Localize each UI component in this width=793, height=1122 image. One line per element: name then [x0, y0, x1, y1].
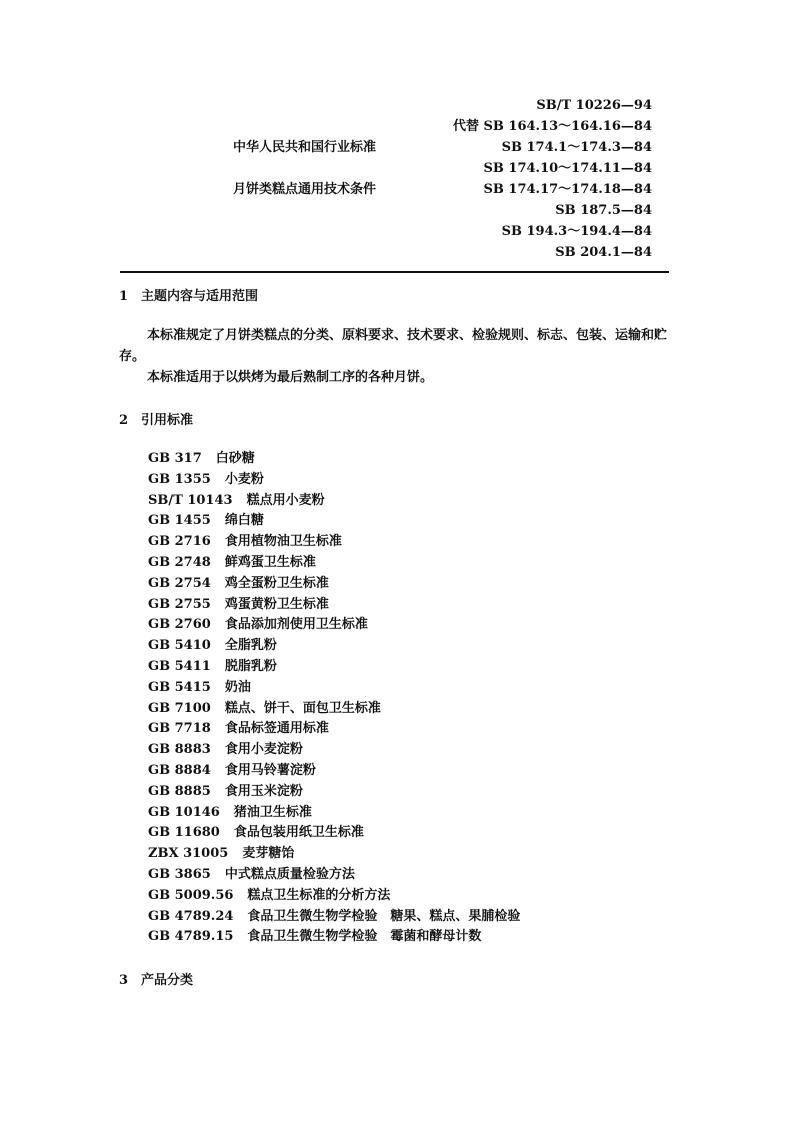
reference-name: 全脂乳粉	[224, 638, 277, 654]
replaces-standard-code: SB 204.1—84	[555, 245, 652, 260]
reference-name: 食用小麦淀粉	[224, 742, 303, 758]
reference-item	[148, 719, 520, 740]
reference-item	[148, 449, 520, 470]
reference-item	[148, 574, 520, 595]
reference-item	[148, 740, 520, 761]
reference-item	[148, 615, 520, 636]
reference-item	[148, 865, 520, 886]
reference-name: 食品卫生微生物学检验 霉菌和酵母计数	[247, 929, 482, 945]
reference-name: 绵白糖	[224, 513, 264, 529]
reference-code: GB 4789.24	[148, 908, 234, 924]
reference-code: GB 2716	[148, 534, 211, 550]
reference-item	[148, 927, 520, 948]
reference-item	[148, 886, 520, 907]
header-rule	[120, 271, 669, 273]
reference-name: 食用玉米淀粉	[224, 783, 303, 799]
reference-item	[148, 678, 520, 699]
reference-code: GB 5415	[148, 679, 211, 695]
reference-item	[148, 511, 520, 532]
reference-name: 糕点用小麦粉	[246, 492, 325, 508]
reference-code: GB 7718	[148, 721, 211, 737]
reference-name: 奶油	[224, 679, 251, 695]
reference-code: GB 1455	[148, 513, 211, 529]
section-number: 2	[119, 413, 129, 428]
reference-code: GB 5410	[148, 638, 211, 654]
reference-name: 食用马铃薯淀粉	[224, 762, 316, 778]
reference-code: GB 7100	[148, 700, 211, 716]
reference-code: GB 8884	[148, 762, 211, 778]
replaces-standard-code: SB 174.1～174.3—84	[501, 140, 652, 155]
reference-code: GB 11680	[148, 825, 220, 841]
reference-name: 中式糕点质量检验方法	[224, 866, 355, 882]
replaces-standard-code: SB 187.5—84	[555, 203, 652, 218]
reference-item	[148, 595, 520, 616]
reference-code: GB 5009.56	[148, 887, 234, 903]
reference-name: 鸡全蛋粉卫生标准	[224, 575, 329, 591]
reference-name: 小麦粉	[224, 471, 264, 487]
section-title: 产品分类	[141, 973, 194, 988]
reference-name: 麦芽糖饴	[242, 846, 295, 862]
reference-code: GB 317	[148, 451, 202, 466]
reference-name: 鸡蛋黄粉卫生标准	[224, 596, 329, 612]
reference-code: GB 8883	[148, 742, 211, 758]
reference-item	[148, 907, 520, 928]
reference-name: 食品包装用纸卫生标准	[233, 825, 364, 841]
section-number: 1	[119, 289, 129, 304]
section-heading	[119, 409, 193, 428]
document-title: 月饼类糕点通用技术条件	[233, 182, 377, 197]
reference-item	[148, 844, 520, 865]
reference-code: SB/T 10143	[148, 492, 233, 508]
reference-name: 糕点卫生标准的分析方法	[247, 887, 391, 903]
replaces-standard-code: SB 174.10～174.11—84	[483, 161, 652, 176]
reference-name: 食品添加剂使用卫生标准	[224, 617, 368, 633]
standard-number: SB/T 10226—94	[536, 98, 652, 113]
reference-code: GB 3865	[148, 866, 211, 882]
reference-code: GB 1355	[148, 471, 211, 487]
reference-item	[148, 470, 520, 491]
section-heading	[119, 285, 258, 304]
section-title: 主题内容与适用范围	[141, 289, 259, 304]
reference-item	[148, 823, 520, 844]
reference-item	[148, 782, 520, 803]
reference-list	[148, 449, 520, 948]
section-number: 3	[119, 973, 129, 988]
reference-item	[148, 553, 520, 574]
reference-item	[148, 761, 520, 782]
standard-category: 中华人民共和国行业标准	[233, 140, 377, 155]
reference-code: GB 2760	[148, 617, 211, 633]
reference-code: GB 2754	[148, 575, 211, 591]
reference-item	[148, 803, 520, 824]
reference-code: GB 4789.15	[148, 929, 234, 945]
reference-name: 脱脂乳粉	[224, 658, 277, 674]
paragraph: 本标准适用于以烘烤为最后熟制工序的各种月饼。	[147, 370, 434, 385]
reference-item	[148, 699, 520, 720]
reference-item	[148, 657, 520, 678]
reference-code: GB 8885	[148, 783, 211, 799]
reference-code: GB 5411	[148, 658, 211, 674]
section-heading	[119, 969, 193, 988]
reference-code: GB 10146	[148, 804, 220, 820]
reference-item	[148, 532, 520, 553]
replaces-standard-code: 代替 SB 164.13～164.16—84	[452, 119, 652, 134]
reference-name: 鲜鸡蛋卫生标准	[224, 554, 316, 570]
reference-item	[148, 636, 520, 657]
reference-code: ZBX 31005	[148, 846, 229, 862]
reference-name: 食品标签通用标准	[224, 721, 329, 737]
reference-name: 食用植物油卫生标准	[224, 534, 342, 550]
reference-name: 白砂糖	[215, 451, 255, 466]
section-title: 引用标准	[141, 413, 194, 428]
reference-name: 糕点、饼干、面包卫生标准	[224, 700, 381, 716]
reference-code: GB 2755	[148, 596, 211, 612]
reference-name: 食品卫生微生物学检验 糖果、糕点、果脯检验	[247, 908, 521, 924]
paragraph: 本标准规定了月饼类糕点的分类、原料要求、技术要求、检验规则、标志、包装、运输和贮存。	[119, 328, 668, 364]
reference-item	[148, 491, 520, 512]
reference-code: GB 2748	[148, 554, 211, 570]
replaces-standard-code: SB 194.3～194.4—84	[501, 224, 652, 239]
reference-name: 猪油卫生标准	[233, 804, 312, 820]
replaces-standard-code: SB 174.17～174.18—84	[483, 182, 652, 197]
